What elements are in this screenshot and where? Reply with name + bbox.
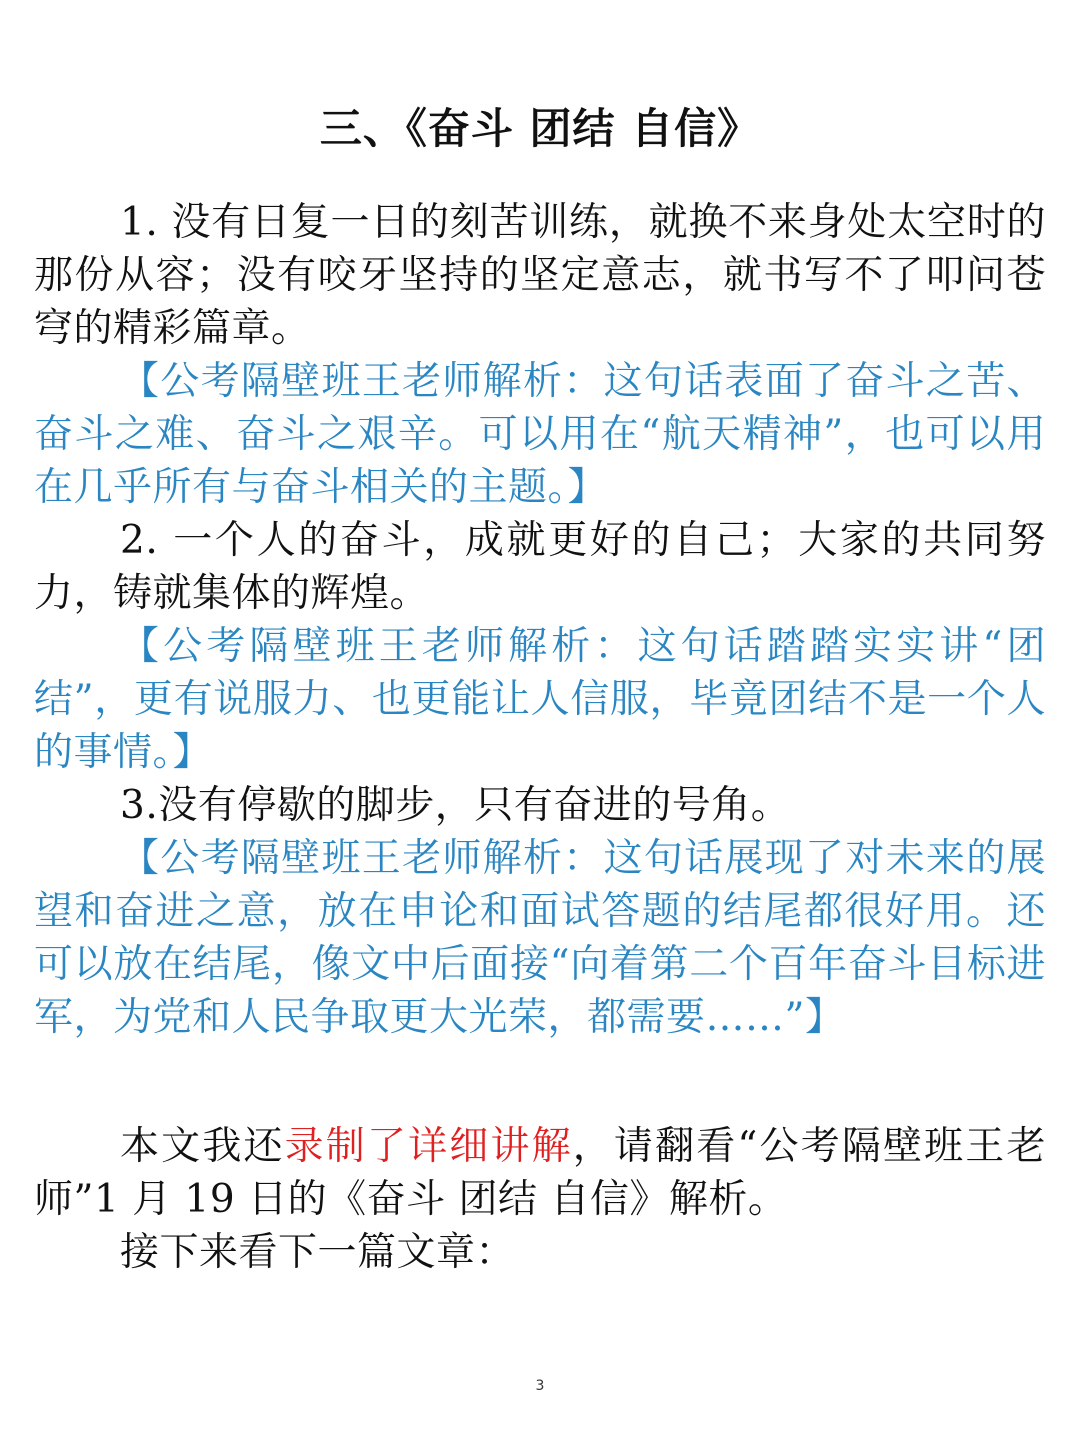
document-body — [34, 196, 1046, 1279]
closing-prefix: 本文我还 — [120, 1124, 285, 1169]
item-2-text: 2. 一个人的奋斗，成就更好的自己；大家的共同努力，铸就集体的辉煌。 — [34, 518, 1046, 616]
spacer — [34, 1044, 1046, 1120]
item-3-text: 3.没有停歇的脚步，只有奋进的号角。 — [120, 783, 791, 828]
page-number: 3 — [535, 1378, 545, 1394]
page-title: 三、《奋斗 团结 自信》 — [319, 104, 761, 153]
item-1-analysis: 【公考隔壁班王老师解析：这句话表面了奋斗之苦、奋斗之难、奋斗之艰辛。可以用在“航天精神”，也可以用在几乎所有与奋斗相关的主题。】 — [34, 359, 1046, 510]
closing-suffix: ，请翻看“公考隔壁班王老师”1 月 19 日的《奋斗 团结 自信》解析。 — [34, 1124, 1046, 1222]
item-2-analysis: 【公考隔壁班王老师解析：这句话踏踏实实讲“团结”，更有说服力、也更能让人信服，毕竟团结不是一个人的事情。】 — [34, 624, 1046, 775]
item-3-analysis: 【公考隔壁班王老师解析：这句话展现了对未来的展望和奋进之意，放在申论和面试答题的结尾都很好用。还可以放在结尾，像文中后面接“向着第二个百年奋斗目标进军，为党和人民争取更大光荣，都需要……”】 — [34, 836, 1046, 1040]
closing-highlight: 录制了详细讲解 — [284, 1124, 573, 1169]
next-article-line: 接下来看下一篇文章： — [120, 1230, 516, 1275]
closing-paragraph — [34, 1120, 1046, 1226]
item-1-text: 1. 没有日复一日的刻苦训练，就换不来身处太空时的那份从容；没有咬牙坚持的坚定意志，就书写不了叩问苍穹的精彩篇章。 — [34, 200, 1046, 351]
